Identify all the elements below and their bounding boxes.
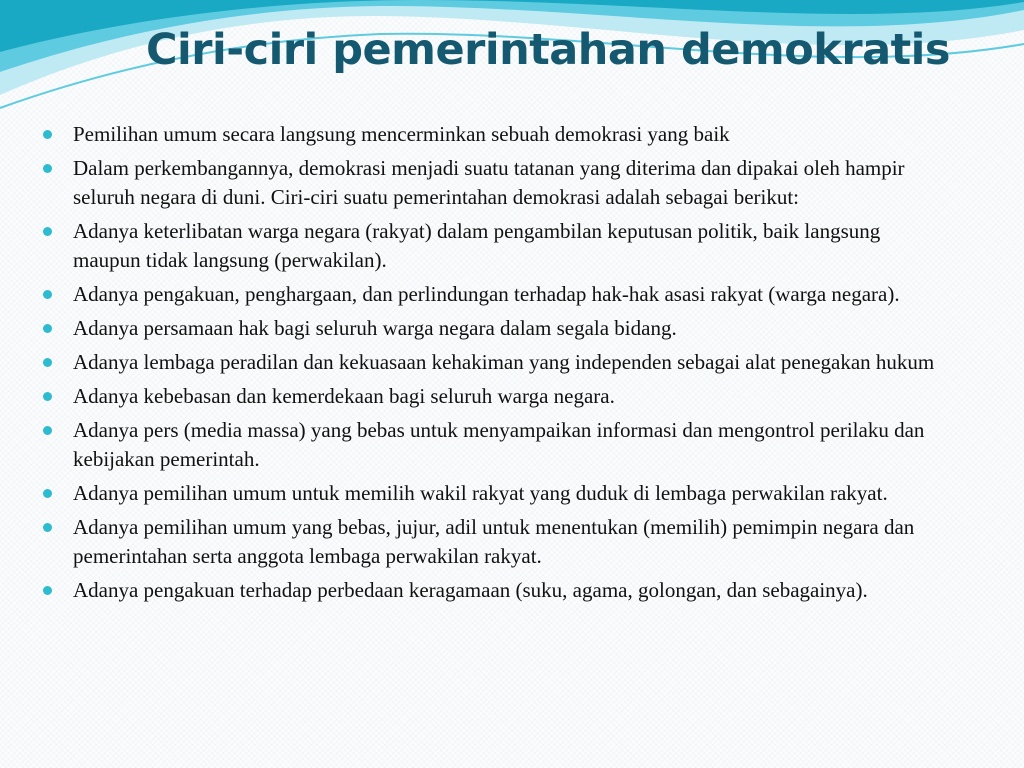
bullet-list	[40, 120, 950, 610]
bullet-text: Dalam perkembangannya, demokrasi menjadi suatu tatanan yang diterima dan dipakai oleh hampir seluruh negara di duni. Ciri-ciri suatu pemerintahan demokrasi adalah sebagai berikut:	[73, 156, 905, 209]
bullet-item	[40, 120, 950, 149]
bullet-item	[40, 513, 950, 571]
bullet-text: Adanya pers (media massa) yang bebas untuk menyampaikan informasi dan mengontrol perilaku dan kebijakan pemerintah.	[73, 418, 925, 471]
bullet-text: Adanya pengakuan terhadap perbedaan keragamaan (suku, agama, golongan, dan sebagainya).	[73, 578, 868, 602]
round-bullet-icon	[43, 358, 52, 367]
round-bullet-icon	[43, 586, 52, 595]
bullet-text: Adanya lembaga peradilan dan kekuasaan kehakiman yang independen sebagai alat penegakan hukum	[73, 350, 935, 374]
round-bullet-icon	[43, 227, 52, 236]
round-bullet-icon	[43, 324, 52, 333]
round-bullet-icon	[43, 290, 52, 299]
bullet-text: Adanya keterlibatan warga negara (rakyat) dalam pengambilan keputusan politik, baik langsung maupun tidak langsung (perwakilan).	[73, 219, 881, 272]
round-bullet-icon	[43, 130, 52, 139]
bullet-item	[40, 348, 950, 377]
bullet-item	[40, 314, 950, 343]
slide-title: Ciri-ciri pemerintahan demokratis	[146, 25, 950, 75]
round-bullet-icon	[43, 489, 52, 498]
bullet-item	[40, 382, 950, 411]
bullet-item	[40, 576, 950, 605]
round-bullet-icon	[43, 426, 52, 435]
bullet-text: Adanya kebebasan dan kemerdekaan bagi seluruh warga negara.	[73, 384, 615, 408]
bullet-item	[40, 154, 950, 212]
bullet-text: Adanya persamaan hak bagi seluruh warga negara dalam segala bidang.	[73, 316, 677, 340]
bullet-text: Pemilihan umum secara langsung mencerminkan sebuah demokrasi yang baik	[73, 122, 730, 146]
round-bullet-icon	[43, 164, 52, 173]
round-bullet-icon	[43, 523, 52, 532]
round-bullet-icon	[43, 392, 52, 401]
bullet-item	[40, 217, 950, 275]
bullet-text: Adanya pengakuan, penghargaan, dan perlindungan terhadap hak-hak asasi rakyat (warga negara).	[73, 282, 900, 306]
bullet-item	[40, 416, 950, 474]
bullet-text: Adanya pemilihan umum yang bebas, jujur, adil untuk menentukan (memilih) pemimpin negara dan pemerintahan serta anggota lembaga perwakilan rakyat.	[73, 515, 915, 568]
bullet-item	[40, 280, 950, 309]
bullet-text: Adanya pemilihan umum untuk memilih wakil rakyat yang duduk di lembaga perwakilan rakyat.	[73, 481, 888, 505]
bullet-item	[40, 479, 950, 508]
